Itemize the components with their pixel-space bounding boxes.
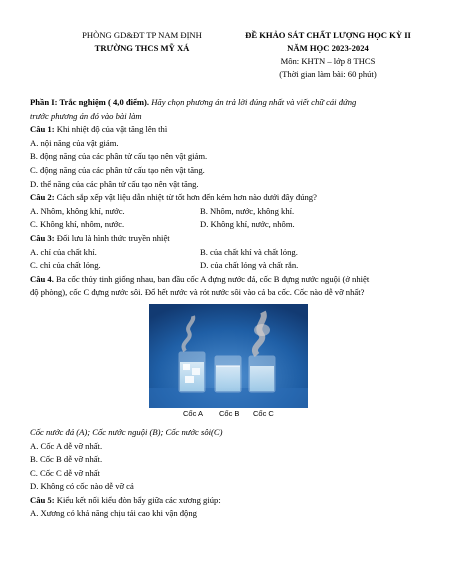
caption-glass-a: Cốc A	[183, 408, 204, 418]
figure-captions	[149, 408, 308, 421]
school-year: NĂM HỌC 2023-2024	[287, 43, 369, 53]
option-row	[30, 218, 425, 232]
question-text-cont: độ phòng), cốc C đựng nước sôi. Đổ hết nước và rót nước sôi vào cả ba cốc. Cốc nào dễ vỡ nhất?	[30, 287, 365, 298]
caption-glass-b: Cốc B	[219, 408, 240, 418]
option-row	[30, 246, 425, 260]
exam-header	[223, 29, 433, 81]
option: C. động năng của các phân tử cấu tạo nên vật tăng.	[30, 164, 205, 175]
option: B. Cốc B dễ vỡ nhất.	[30, 454, 103, 465]
exam-body	[30, 96, 425, 521]
question-3	[30, 232, 425, 246]
figure-legend: Cốc nước đá (A); Cốc nước nguội (B); Cốc nước sôi(C)	[30, 426, 223, 437]
option: B. Nhôm, nước, không khí.	[200, 205, 295, 216]
question-label: Câu 1:	[30, 124, 55, 135]
glasses-photo	[149, 304, 308, 408]
option-row	[30, 205, 425, 219]
option: C. Không khí, nhôm, nước.	[30, 219, 125, 230]
three-glasses-figure	[149, 304, 308, 421]
option: C. chỉ của chất lỏng.	[30, 260, 101, 271]
part1-instruction-cont: trước phương án đó vào bài làm	[30, 110, 142, 121]
exam-title: ĐỀ KHẢO SÁT CHẤT LƯỢNG HỌC KỲ II	[245, 30, 411, 40]
option-row	[30, 259, 425, 273]
option: A. chỉ của chất khí.	[30, 246, 97, 257]
option: A. nội năng của vật giảm.	[30, 137, 119, 148]
caption-glass-c: Cốc C	[253, 408, 274, 418]
option: D. của chất lỏng và chất rắn.	[200, 260, 299, 271]
question-label: Câu 2:	[30, 192, 55, 203]
option: A. Nhôm, không khí, nước.	[30, 205, 125, 216]
glass-b	[215, 356, 241, 392]
option: A. Xương có khả năng chịu tải cao khi vận động	[30, 508, 197, 519]
school-header	[54, 29, 230, 55]
part1-title: Phần I: Trắc nghiệm ( 4,0 điểm).	[30, 97, 150, 107]
time-limit: (Thời gian làm bài: 60 phút)	[279, 69, 377, 79]
department-name: PHÒNG GD&ĐT TP NAM ĐỊNH	[82, 30, 202, 40]
question-label: Câu 3:	[30, 232, 55, 243]
option: D. thể năng của các phân tử cấu tạo nên vật tăng.	[30, 178, 199, 189]
option: B. động năng của các phân tử cấu tạo nên vật giảm.	[30, 151, 208, 162]
option: D. Không có cốc nào dễ vỡ cả	[30, 481, 134, 492]
option: A. Cốc A dễ vỡ nhất.	[30, 440, 103, 451]
question-text: Kiểu kết nối kiểu đòn bẩy giữa các xương giúp:	[54, 494, 221, 505]
school-name: TRƯỜNG THCS MỸ XÁ	[94, 43, 190, 53]
question-2	[30, 191, 425, 205]
question-label: Câu 4.	[30, 273, 54, 284]
question-text: Khi nhiệt độ của vật tăng lên thì	[54, 124, 168, 135]
part1-heading	[30, 96, 425, 110]
option: B. của chất khí và chất lỏng.	[200, 246, 298, 257]
question-4	[30, 273, 425, 287]
question-text: Ba cốc thủy tinh giống nhau, ban đầu cốc A đựng nước đá, cốc B đựng nước nguội (ở nhiệt	[53, 273, 370, 284]
question-text: Cách sắp xếp vật liệu dẫn nhiệt từ tốt hơn đến kém hơn nào dưới đây đúng?	[54, 192, 317, 203]
question-1	[30, 123, 425, 137]
option: D. Không khí, nước, nhôm.	[200, 219, 295, 230]
question-label: Câu 5:	[30, 494, 55, 505]
option: C. Cốc C dễ vỡ nhất	[30, 467, 100, 478]
question-5	[30, 494, 425, 508]
part1-instruction: Hãy chọn phương án trả lời đúng nhất và viết chữ cái đứng	[149, 97, 357, 107]
subject-line: Môn: KHTN – lớp 8 THCS	[280, 56, 376, 66]
question-text: Đối lưu là hình thức truyền nhiệt	[54, 232, 170, 243]
